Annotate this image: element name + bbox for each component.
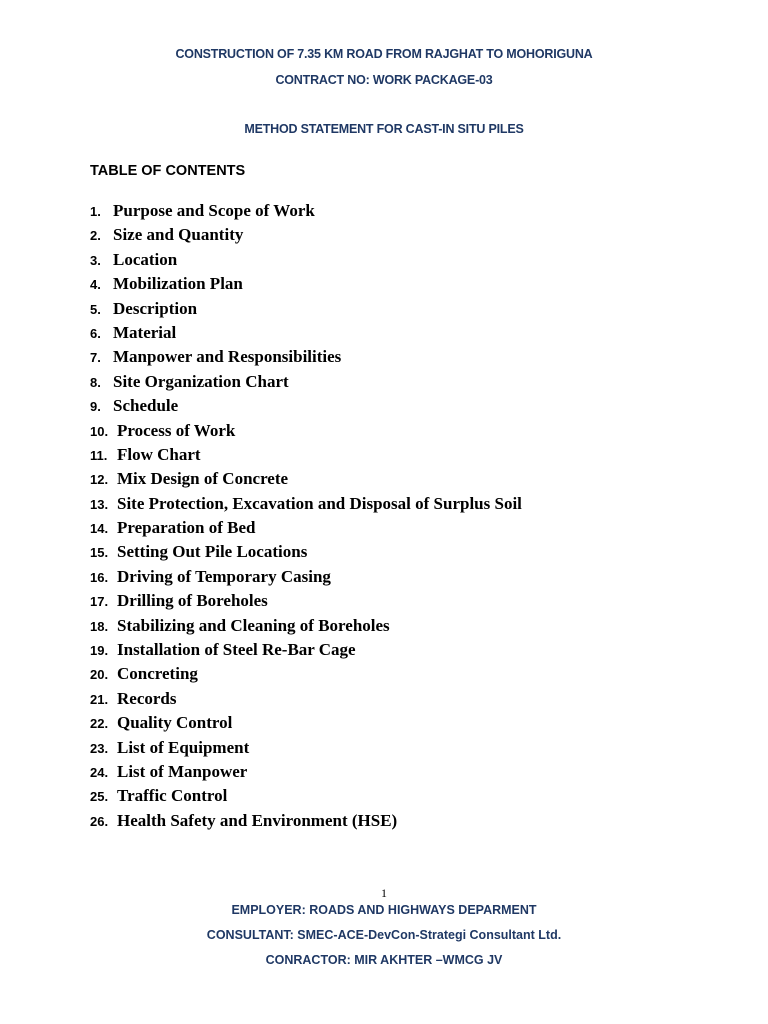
- toc-item-number: 26.: [90, 813, 109, 829]
- toc-item: [90, 394, 522, 418]
- toc-item-number: 21.: [90, 691, 109, 707]
- toc-item-text: Drilling of Boreholes: [117, 591, 268, 611]
- toc-item: [90, 687, 522, 711]
- toc-item-text: Process of Work: [117, 420, 236, 440]
- toc-item-number: 22.: [90, 716, 109, 732]
- toc-item-number: 10.: [90, 423, 109, 439]
- toc-item-text: Quality Control: [117, 713, 233, 733]
- toc-item-text: Site Protection, Excavation and Disposal of Surplus Soil: [117, 493, 522, 513]
- toc-item-text: Manpower and Responsibilities: [113, 347, 342, 367]
- footer-contractor: CONRACTOR: MIR AKHTER –WMCG JV: [265, 953, 503, 967]
- toc-item-number: 14.: [90, 521, 109, 537]
- toc-item: [90, 272, 522, 296]
- toc-item: [90, 223, 522, 247]
- toc-item-number: 13.: [90, 496, 109, 512]
- toc-item-number: 2.: [90, 228, 101, 244]
- toc-item-text: Schedule: [113, 396, 179, 416]
- toc-item-text: Concreting: [117, 664, 198, 684]
- toc-item-number: 20.: [90, 667, 109, 683]
- toc-title: TABLE OF CONTENTS: [90, 163, 246, 179]
- toc-item-text: Preparation of Bed: [117, 518, 256, 538]
- toc-item-text: Records: [117, 688, 177, 708]
- toc-item-text: Setting Out Pile Locations: [117, 542, 308, 562]
- toc-item-number: 25.: [90, 789, 109, 805]
- toc-item: [90, 467, 522, 491]
- toc-item-number: 18.: [90, 618, 109, 634]
- toc-item: [90, 736, 522, 760]
- toc-item: [90, 809, 522, 833]
- toc-list: [90, 199, 522, 833]
- toc-item: [90, 370, 522, 394]
- toc-item-text: Material: [113, 322, 177, 342]
- toc-item-number: 5.: [90, 301, 101, 317]
- toc-item-text: Flow Chart: [117, 444, 201, 464]
- toc-item-number: 1.: [90, 204, 101, 219]
- toc-item: [90, 443, 522, 467]
- toc-item-number: 4.: [90, 277, 101, 293]
- toc-item-text: Description: [113, 298, 198, 318]
- header-project-title: CONSTRUCTION OF 7.35 KM ROAD FROM RAJGHAT TO MOHORIGUNA: [175, 47, 593, 61]
- toc-item: [90, 662, 522, 686]
- toc-item-number: 19.: [90, 643, 109, 659]
- header-contract-number: CONTRACT NO: WORK PACKAGE-03: [275, 73, 493, 87]
- toc-item-number: 8.: [90, 374, 101, 390]
- toc-item: [90, 199, 522, 223]
- toc-item: [90, 760, 522, 784]
- toc-item-text: Mobilization Plan: [113, 274, 243, 294]
- toc-item-text: Driving of Temporary Casing: [117, 566, 331, 586]
- toc-item: [90, 248, 522, 272]
- toc-item: [90, 565, 522, 589]
- toc-item-number: 16.: [90, 569, 109, 585]
- toc-item-text: List of Manpower: [117, 761, 248, 781]
- toc-item-number: 11.: [90, 447, 108, 463]
- toc-item-text: Traffic Control: [117, 786, 228, 806]
- toc-item-number: 15.: [90, 545, 109, 561]
- toc-item: [90, 784, 522, 808]
- toc-item-number: 23.: [90, 740, 109, 756]
- toc-item-number: 12.: [90, 472, 109, 488]
- toc-item-number: 7.: [90, 350, 101, 366]
- toc-item-number: 6.: [90, 325, 101, 341]
- toc-item: [90, 297, 522, 321]
- toc-item: [90, 638, 522, 662]
- toc-item-number: 3.: [90, 252, 101, 268]
- toc-item: [90, 516, 522, 540]
- footer-consultant: CONSULTANT: SMEC-ACE-DevCon-Strategi Consultant Ltd.: [206, 928, 562, 942]
- toc-item-text: Size and Quantity: [113, 225, 244, 245]
- toc-item-number: 9.: [90, 399, 101, 415]
- footer-employer: EMPLOYER: ROADS AND HIGHWAYS DEPARMENT: [231, 903, 537, 917]
- toc-item: [90, 492, 522, 516]
- toc-item: [90, 345, 522, 369]
- toc-item-text: Installation of Steel Re-Bar Cage: [117, 640, 356, 660]
- toc-item: [90, 419, 522, 443]
- toc-item-text: Mix Design of Concrete: [117, 469, 289, 489]
- page-number: 1: [381, 886, 387, 900]
- toc-item-text: Location: [113, 249, 178, 269]
- toc-item-text: Site Organization Chart: [113, 371, 289, 391]
- toc-item-text: Health Safety and Environment (HSE): [117, 810, 398, 830]
- toc-item-number: 24.: [90, 764, 109, 780]
- header-document-title: METHOD STATEMENT FOR CAST-IN SITU PILES: [244, 122, 524, 136]
- toc-item: [90, 321, 522, 345]
- toc-item-text: Purpose and Scope of Work: [113, 201, 315, 220]
- toc-item: [90, 540, 522, 564]
- toc-item-text: List of Equipment: [117, 737, 250, 757]
- toc-item: [90, 589, 522, 613]
- toc-item: [90, 711, 522, 735]
- toc-item-number: 17.: [90, 594, 109, 610]
- toc-item-text: Stabilizing and Cleaning of Boreholes: [117, 615, 390, 635]
- toc-item: [90, 614, 522, 638]
